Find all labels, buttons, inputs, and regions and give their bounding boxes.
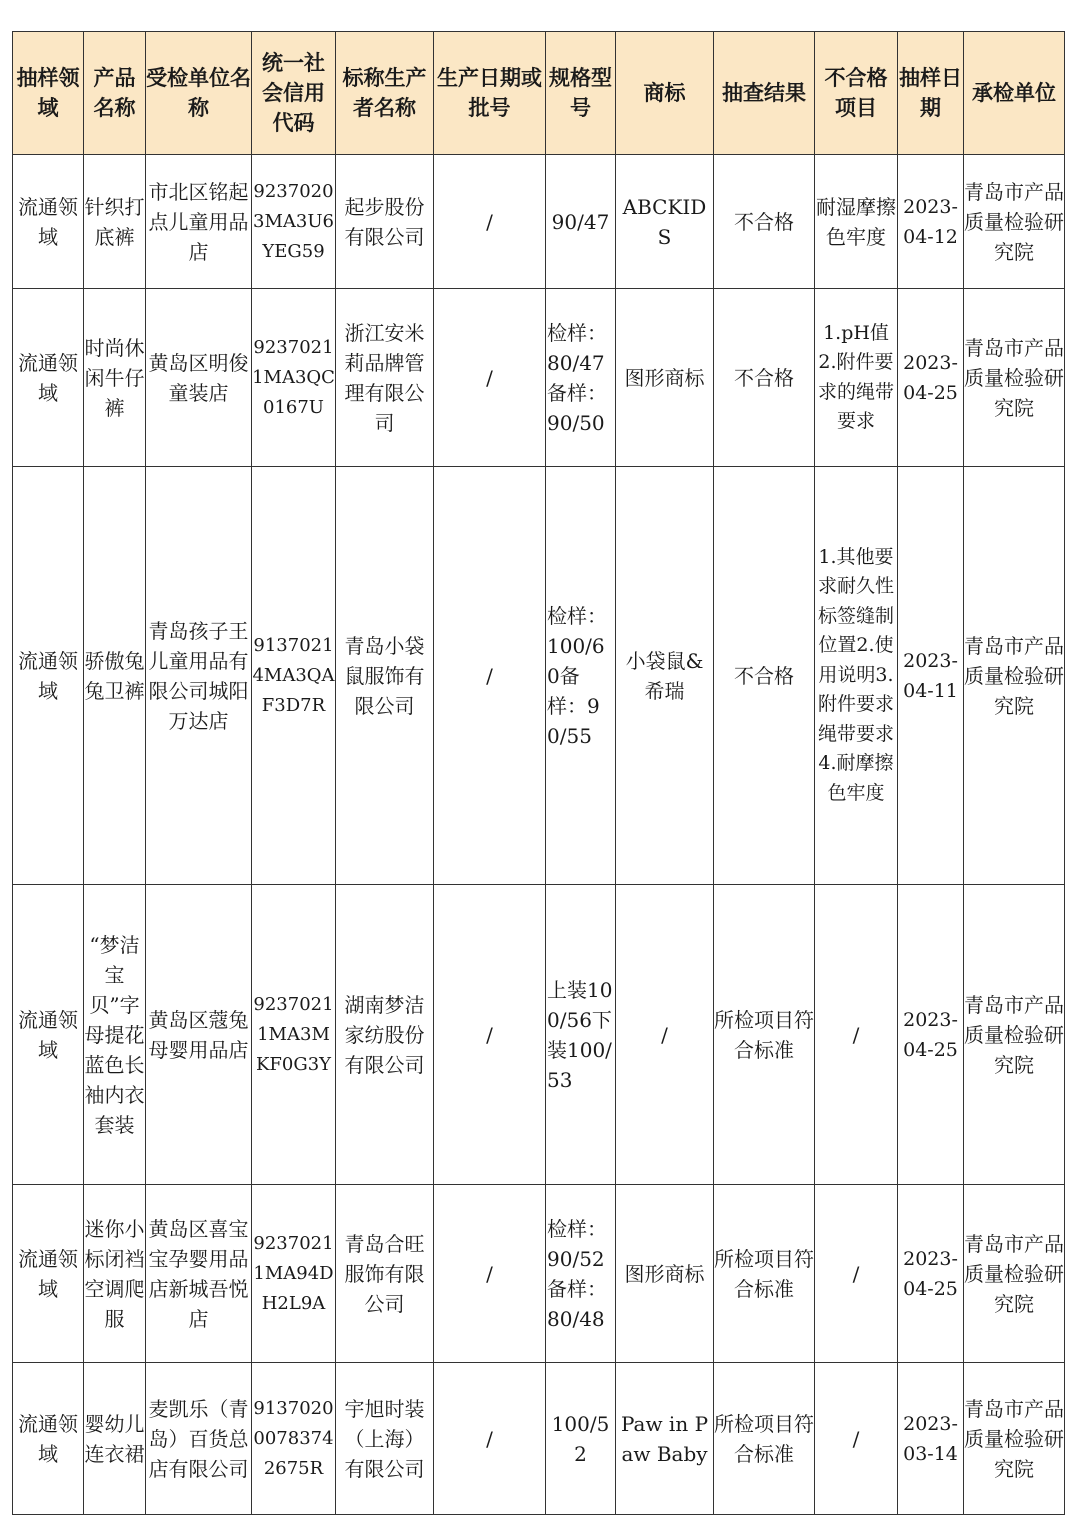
table-header-row bbox=[13, 32, 1065, 155]
domain-cell: 流通领域 bbox=[13, 1185, 84, 1363]
lab-cell: 青岛市产品质量检验研究院 bbox=[964, 289, 1065, 467]
table-row bbox=[13, 1185, 1065, 1363]
lab-cell: 青岛市产品质量检验研究院 bbox=[964, 1363, 1065, 1515]
brand-cell: 图形商标 bbox=[616, 1185, 714, 1363]
unit-cell: 青岛孩子王儿童用品有限公司城阳万达店 bbox=[146, 467, 252, 885]
header-cell: 产品名称 bbox=[84, 32, 146, 155]
batch-cell: / bbox=[434, 885, 546, 1185]
code-cell: 91370214MA3QAF3D7R bbox=[252, 467, 336, 885]
inspection-results-table bbox=[12, 31, 1065, 1515]
code-cell: 92370211MA3MKF0G3Y bbox=[252, 885, 336, 1185]
date-cell: 2023-04-12 bbox=[898, 155, 964, 289]
brand-cell: 图形商标 bbox=[616, 289, 714, 467]
product-cell: 婴幼儿连衣裙 bbox=[84, 1363, 146, 1515]
product-cell: 骄傲兔兔卫裤 bbox=[84, 467, 146, 885]
result-cell: 不合格 bbox=[714, 467, 815, 885]
producer-cell: 起步股份有限公司 bbox=[336, 155, 434, 289]
producer-cell: 青岛合旺服饰有限公司 bbox=[336, 1185, 434, 1363]
date-cell: 2023-03-14 bbox=[898, 1363, 964, 1515]
unit-cell: 黄岛区明俊童装店 bbox=[146, 289, 252, 467]
batch-cell: / bbox=[434, 289, 546, 467]
items-cell: / bbox=[815, 1185, 898, 1363]
result-cell: 不合格 bbox=[714, 289, 815, 467]
date-cell: 2023-04-25 bbox=[898, 289, 964, 467]
batch-cell: / bbox=[434, 1185, 546, 1363]
header-cell: 标称生产者名称 bbox=[336, 32, 434, 155]
unit-cell: 市北区铭起点儿童用品店 bbox=[146, 155, 252, 289]
header-cell: 规格型号 bbox=[546, 32, 616, 155]
items-cell: / bbox=[815, 885, 898, 1185]
result-cell: 所检项目符合标准 bbox=[714, 1185, 815, 1363]
date-cell: 2023-04-25 bbox=[898, 885, 964, 1185]
brand-cell: Paw in Paw Baby bbox=[616, 1363, 714, 1515]
date-cell: 2023-04-11 bbox=[898, 467, 964, 885]
code-cell: 92370211MA3QC0167U bbox=[252, 289, 336, 467]
product-cell: 迷你小标闭裆空调爬服 bbox=[84, 1185, 146, 1363]
header-cell: 抽样领域 bbox=[13, 32, 84, 155]
domain-cell: 流通领域 bbox=[13, 289, 84, 467]
producer-cell: 青岛小袋鼠服饰有限公司 bbox=[336, 467, 434, 885]
domain-cell: 流通领域 bbox=[13, 1363, 84, 1515]
inspection-table-wrapper bbox=[12, 31, 1065, 1515]
domain-cell: 流通领域 bbox=[13, 885, 84, 1185]
table-row bbox=[13, 1363, 1065, 1515]
result-cell: 不合格 bbox=[714, 155, 815, 289]
spec-cell: 上装100/56下装100/53 bbox=[546, 885, 616, 1185]
header-cell: 承检单位 bbox=[964, 32, 1065, 155]
table-row bbox=[13, 885, 1065, 1185]
header-cell: 抽查结果 bbox=[714, 32, 815, 155]
producer-cell: 湖南梦洁家纺股份有限公司 bbox=[336, 885, 434, 1185]
brand-cell: / bbox=[616, 885, 714, 1185]
unit-cell: 黄岛区喜宝宝孕婴用品店新城吾悦店 bbox=[146, 1185, 252, 1363]
batch-cell: / bbox=[434, 1363, 546, 1515]
producer-cell: 浙江安米莉品牌管理有限公司 bbox=[336, 289, 434, 467]
header-cell: 商标 bbox=[616, 32, 714, 155]
code-cell: 92370211MA94DH2L9A bbox=[252, 1185, 336, 1363]
spec-cell: 100/52 bbox=[546, 1363, 616, 1515]
product-cell: 时尚休闲牛仔裤 bbox=[84, 289, 146, 467]
unit-cell: 黄岛区蔻兔母婴用品店 bbox=[146, 885, 252, 1185]
items-cell: 耐湿摩擦色牢度 bbox=[815, 155, 898, 289]
header-cell: 生产日期或批号 bbox=[434, 32, 546, 155]
batch-cell: / bbox=[434, 155, 546, 289]
domain-cell: 流通领域 bbox=[13, 155, 84, 289]
unit-cell: 麦凯乐（青岛）百货总店有限公司 bbox=[146, 1363, 252, 1515]
table-row bbox=[13, 155, 1065, 289]
table-row bbox=[13, 289, 1065, 467]
producer-cell: 宇旭时装（上海）有限公司 bbox=[336, 1363, 434, 1515]
header-cell: 统一社会信用代码 bbox=[252, 32, 336, 155]
spec-cell: 90/47 bbox=[546, 155, 616, 289]
spec-cell: 检样：100/60备样：90/55 bbox=[546, 467, 616, 885]
code-cell: 92370203MA3U6YEG59 bbox=[252, 155, 336, 289]
product-cell: “梦洁宝贝”字母提花蓝色长袖内衣套装 bbox=[84, 885, 146, 1185]
table-row bbox=[13, 467, 1065, 885]
spec-cell: 检样：90/52备样：80/48 bbox=[546, 1185, 616, 1363]
lab-cell: 青岛市产品质量检验研究院 bbox=[964, 1185, 1065, 1363]
header-cell: 抽样日期 bbox=[898, 32, 964, 155]
batch-cell: / bbox=[434, 467, 546, 885]
lab-cell: 青岛市产品质量检验研究院 bbox=[964, 467, 1065, 885]
brand-cell: ABCKIDS bbox=[616, 155, 714, 289]
code-cell: 913702000783742675R bbox=[252, 1363, 336, 1515]
lab-cell: 青岛市产品质量检验研究院 bbox=[964, 155, 1065, 289]
spec-cell: 检样：80/47备样：90/50 bbox=[546, 289, 616, 467]
result-cell: 所检项目符合标准 bbox=[714, 1363, 815, 1515]
domain-cell: 流通领域 bbox=[13, 467, 84, 885]
header-cell: 受检单位名称 bbox=[146, 32, 252, 155]
result-cell: 所检项目符合标准 bbox=[714, 885, 815, 1185]
product-cell: 针织打底裤 bbox=[84, 155, 146, 289]
brand-cell: 小袋鼠&希瑞 bbox=[616, 467, 714, 885]
date-cell: 2023-04-25 bbox=[898, 1185, 964, 1363]
items-cell: 1.pH值2.附件要求的绳带要求 bbox=[815, 289, 898, 467]
items-cell: / bbox=[815, 1363, 898, 1515]
items-cell: 1.其他要求耐久性标签缝制位置2.使用说明3.附件要求绳带要求4.耐摩擦色牢度 bbox=[815, 467, 898, 885]
header-cell: 不合格项目 bbox=[815, 32, 898, 155]
lab-cell: 青岛市产品质量检验研究院 bbox=[964, 885, 1065, 1185]
